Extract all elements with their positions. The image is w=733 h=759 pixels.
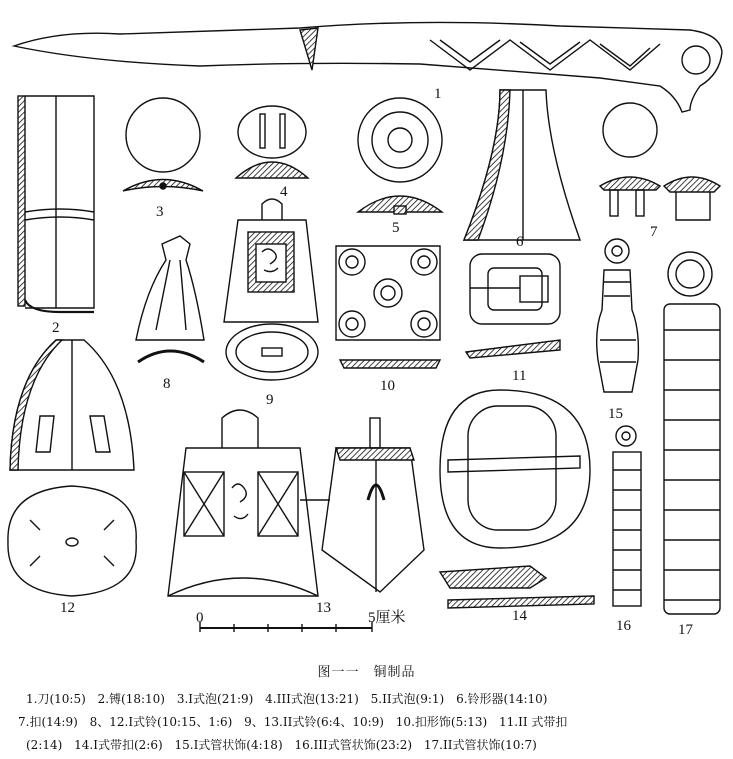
item-number-10: 10	[380, 378, 395, 394]
bell-type-1-large-drawing	[8, 340, 136, 596]
caption-item: 14.I式带扣(2:6)	[74, 738, 163, 752]
caption-line-3	[26, 736, 726, 754]
item-number-5: 5	[392, 220, 400, 236]
scale-bar	[200, 622, 372, 632]
tube-ornament-type-1-drawing	[597, 239, 639, 392]
item-number-8: 8	[163, 376, 171, 392]
caption-item: 1.刀(10:5)	[26, 692, 86, 706]
item-number-1: 1	[434, 86, 442, 102]
item-number-7: 7	[650, 224, 658, 240]
bubble-type-1-drawing	[123, 98, 203, 191]
caption-item: 7.扣(14:9)	[18, 715, 78, 729]
caption-item: 2.镈(18:10)	[97, 692, 165, 706]
belt-buckle-type-1-drawing	[440, 390, 594, 608]
caption-item: 9、13.II式铃(6:4、10:9)	[244, 715, 384, 729]
caption-item: (2:14)	[26, 738, 63, 752]
item-number-15: 15	[608, 406, 623, 422]
item-number-11: 11	[512, 368, 527, 384]
bubble-type-3-drawing	[236, 106, 308, 178]
tube-ornament-type-2-drawing	[664, 252, 720, 614]
caption-line-2	[18, 713, 728, 731]
caption-item: 8、12.I式铃(10:15、1:6)	[89, 715, 233, 729]
item-number-9: 9	[266, 392, 274, 408]
caption-item: 16.III式管状饰(23:2)	[294, 738, 413, 752]
item-number-16: 16	[616, 618, 631, 634]
item-number-3: 3	[156, 204, 164, 220]
buckle-shaped-ornament-drawing	[336, 246, 440, 368]
figure-title: 图一一 铜制品	[317, 665, 416, 680]
tube-ornament-type-3-drawing	[613, 426, 641, 606]
scale-zero-label: 0	[196, 610, 204, 626]
item-number-14: 14	[512, 608, 527, 624]
caption-line-1	[26, 690, 726, 708]
scale-length-label: 5厘米	[368, 610, 406, 626]
item-number-12: 12	[60, 600, 75, 616]
bell-type-2-large-drawing	[168, 410, 424, 596]
belt-buckle-type-2-drawing	[466, 254, 560, 358]
button-fastener-drawing	[600, 103, 720, 220]
item-number-4: 4	[280, 184, 288, 200]
bronze-knife-drawing	[14, 22, 722, 112]
caption-item: 6.铃形器(14:10)	[456, 692, 548, 706]
item-number-6: 6	[516, 234, 524, 250]
item-number-13: 13	[316, 600, 331, 616]
item-number-17: 17	[678, 622, 693, 638]
caption-item: 5.II式泡(9:1)	[370, 692, 445, 706]
bell-type-1-small-drawing	[136, 236, 204, 362]
caption-item: 10.扣形饰(5:13)	[395, 715, 488, 729]
bell-shaped-object-drawing	[464, 90, 580, 240]
caption-item: 4.III式泡(13:21)	[265, 692, 359, 706]
caption-item: 11.II 式带扣	[499, 715, 568, 729]
caption-item: 3.I式泡(21:9)	[176, 692, 254, 706]
bronze-bo-drawing	[18, 96, 94, 312]
caption-item: 15.I式管状饰(4:18)	[174, 738, 283, 752]
item-number-2: 2	[52, 320, 60, 336]
caption-item: 17.II式管状饰(10:7)	[423, 738, 537, 752]
bell-type-2-small-drawing	[224, 199, 318, 380]
bubble-type-2-drawing	[358, 98, 442, 214]
